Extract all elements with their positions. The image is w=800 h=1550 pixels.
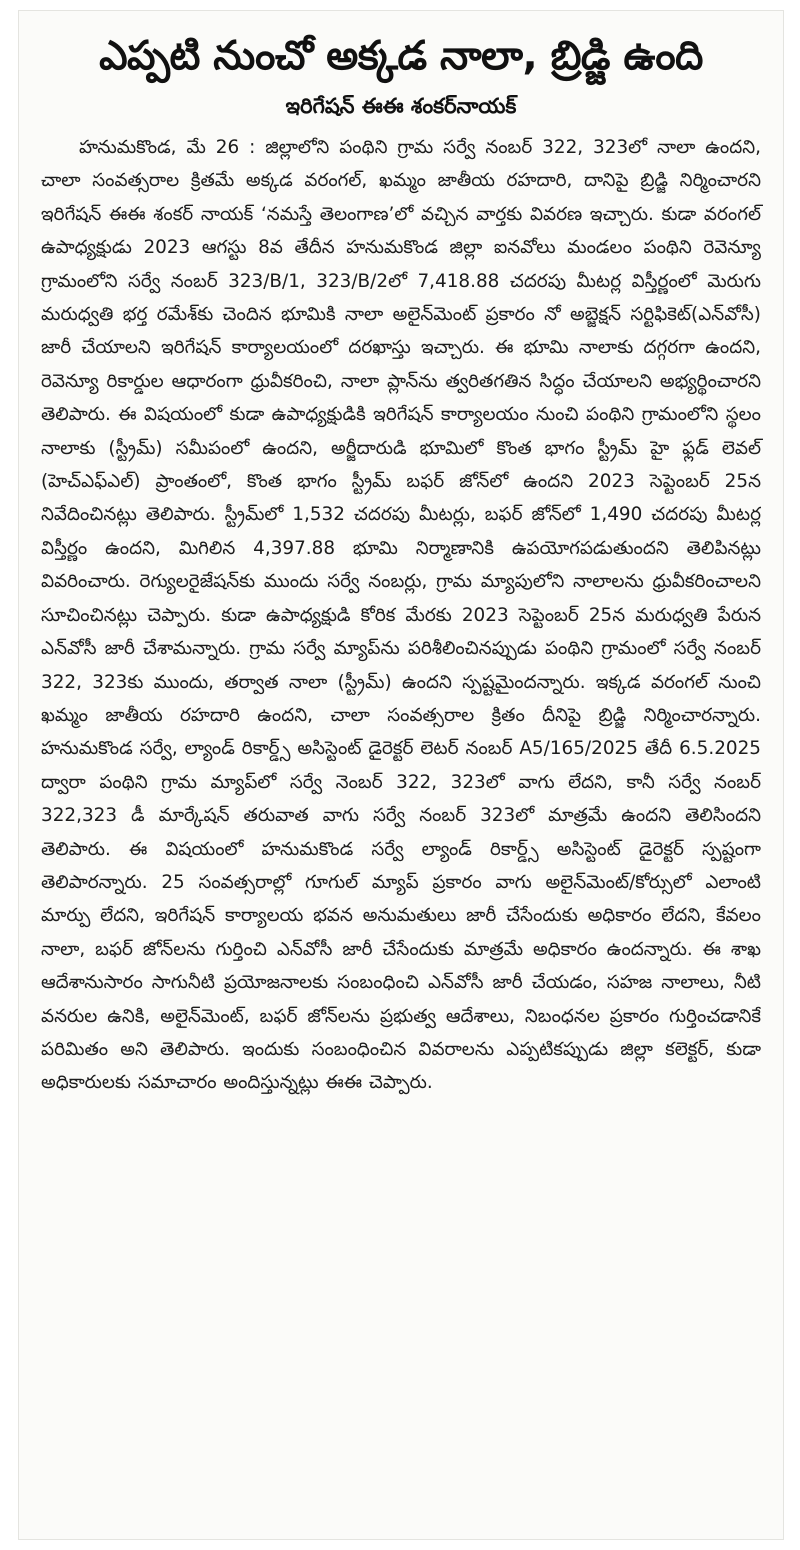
news-clipping (18, 10, 784, 1540)
article-body: హనుమకొండ, మే 26 : జిల్లాలోని పంథిని గ్రామ సర్వే నంబర్ 322, 323లో నాలా ఉందని, చాలా సంవత్సరాల క్రితమే అక్కడ వరంగల్, ఖమ్మం జాతీయ రహదారి, దానిపై బ్రిడ్జి నిర్మించారని ఇరిగేషన్ ఈఈ శంకర్ నాయక్ ‘నమస్తే తెలంగాణ’లో వచ్చిన వార్తకు వివరణ ఇచ్చారు. కుడా వరంగల్ ఉపాధ్యక్షుడు 2023 ఆగస్టు 8వ తేదీన హనుమకొండ జిల్లా ఐనవోలు మండలం పంథిని రెవెన్యూ గ్రామంలోని సర్వే నంబర్ 323/B/1, 323/B/2లో 7,418.88 చదరపు మీటర్ల విస్తీర్ణంలో మెరుగు మరుధ్వతి భర్త రమేశ్‌కు చెందిన భూమికి నాలా అలైన్‌మెంట్ ప్రకారం నో అబ్జెక్షన్ సర్టిఫికెట్(ఎన్‌వోసీ) జారీ చేయాలని ఇరిగేషన్ కార్యాలయంలో దరఖాస్తు ఇచ్చారు. ఈ భూమి నాలాకు దగ్గరగా ఉందని, రెవెన్యూ రికార్డుల ఆధారంగా ధ్రువీకరించి, నాలా ప్లాన్‌ను త్వరితగతిన సిద్ధం చేయాలని అభ్యర్థించారని తెలిపారు. ఈ విషయంలో కుడా ఉపాధ్యక్షుడికి ఇరిగేషన్ కార్యాలయం నుంచి పంథిని గ్రామంలోని స్థలం నాలాకు (స్ట్రీమ్) సమీపంలో ఉందని, అర్జీదారుడి భూమిలో కొంత భాగం స్ట్రీమ్ హై ఫ్లడ్ లెవల్ (హెచ్ఎఫ్ఎల్) ప్రాంతంలో, కొంత భాగం స్ట్రీమ్ బఫర్ జోన్‌లో ఉందని 2023 సెప్టెంబర్ 25న నివేదించినట్లు తెలిపారు. స్ట్రీమ్‌లో 1,532 చదరపు మీటర్లు, బఫర్ జోన్‌లో 1,490 చదరపు మీటర్ల విస్తీర్ణం ఉందని, మిగిలిన 4,397.88 భూమి నిర్మాణానికి ఉపయోగపడుతుందని తెలిపినట్లు వివరించారు. రెగ్యులరైజేషన్‌కు ముందు సర్వే నంబర్లు, గ్రామ మ్యాపులోని నాలాలను ధ్రువీకరించాలని సూచించినట్లు చెప్పారు. కుడా ఉపాధ్యక్షుడి కోరిక మేరకు 2023 సెప్టెంబర్ 25న మరుధ్వతి పేరున ఎన్‌వోసీ జారీ చేశామన్నారు. గ్రామ సర్వే మ్యాప్‌ను పరిశీలించినప్పుడు పంథిని గ్రామంలో సర్వే నంబర్ 322, 323కు ముందు, తర్వాత నాలా (స్ట్రీమ్) ఉందని స్పష్టమైందన్నారు. ఇక్కడ వరంగల్ నుంచి ఖమ్మం జాతీయ రహదారి ఉందని, చాలా సంవత్సరాల క్రితం దీనిపై బ్రిడ్జి నిర్మించారన్నారు. హనుమకొండ సర్వే, ల్యాండ్ రికార్డ్స్ అసిస్టెంట్ డైరెక్టర్ లెటర్ నంబర్ A5/165/2025 తేదీ 6.5.2025 ద్వారా పంథిని గ్రామ మ్యాప్‌లో సర్వే నెంబర్ 322, 323లో వాగు లేదని, కానీ సర్వే నంబర్ 322,323 డీ మార్కేషన్ తరువాత వాగు సర్వే నంబర్ 323లో మాత్రమే ఉందని తెలిసిందని తెలిపారు. ఈ విషయంలో హనుమకొండ సర్వే ల్యాండ్ రికార్డ్స్ అసిస్టెంట్ డైరెక్టర్ స్పష్టంగా తెలిపారన్నారు. 25 సంవత్సరాల్లో గూగుల్ మ్యాప్ ప్రకారం వాగు అలైన్‌మెంట్/కోర్సులో ఎలాంటి మార్పు లేదని, ఇరిగేషన్ కార్యాలయ భవన అనుమతులు జారీ చేసేందుకు అధికారం లేదని, కేవలం నాలా, బఫర్ జోన్‌లను గుర్తించి ఎన్‌వోసీ జారీ చేసేందుకు మాత్రమే అధికారం ఉందన్నారు. ఈ శాఖ ఆదేశానుసారం సాగునీటి ప్రయోజనాలకు సంబంధించి ఎన్‌వోసీ జారీ చేయడం, సహజ నాలాలు, నీటి వనరుల ఉనికి, అలైన్‌మెంట్, బఫర్ జోన్‌లను ప్రభుత్వ ఆదేశాలు, నిబంధనల ప్రకారం గుర్తించడానికే పరిమితం అని తెలిపారు. ఇందుకు సంబంధించిన వివరాలను ఎప్పటికప్పుడు జిల్లా కలెక్టర్, కుడా అధికారులకు సమాచారం అందిస్తున్నట్లు ఈఈ చెప్పారు. (41, 137, 761, 1094)
headline: ఎప్పటి నుంచో అక్కడ నాలా, బ్రిడ్జి ఉంది (99, 33, 703, 79)
subheadline: ఇరిగేషన్ ఈఈ శంకర్‌నాయక్ (285, 94, 517, 118)
